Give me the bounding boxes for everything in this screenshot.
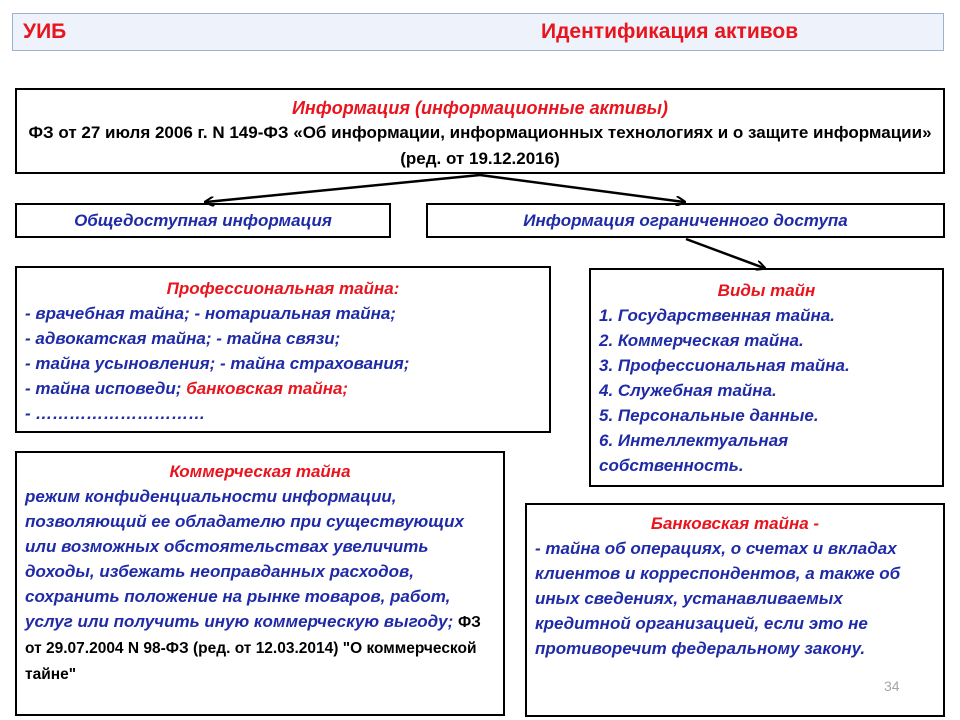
information-box bbox=[15, 88, 945, 174]
arrow-to-public bbox=[206, 175, 480, 202]
secret-types-title: Виды тайн bbox=[717, 281, 816, 300]
secret-type-item: 3. Профессиональная тайна. bbox=[599, 356, 850, 375]
slide-header bbox=[12, 13, 944, 51]
professional-secret-line bbox=[25, 376, 541, 401]
professional-secret-title: Профессиональная тайна: bbox=[166, 279, 400, 298]
secret-type-item: 6. Интеллектуальная собственность. bbox=[599, 431, 789, 475]
header-abbreviation: УИБ bbox=[23, 20, 67, 43]
secret-type-item: 2. Коммерческая тайна. bbox=[599, 331, 804, 350]
banking-secret-title: Банковская тайна - bbox=[650, 514, 820, 533]
secret-type-item: 5. Персональные данные. bbox=[599, 406, 819, 425]
professional-secret-line: - врачебная тайна; - нотариальная тайна; bbox=[25, 304, 396, 323]
confession-secret-text: - тайна исповеди; bbox=[25, 379, 187, 398]
information-title: Информация (информационные активы) bbox=[291, 98, 669, 118]
restricted-information-box bbox=[426, 203, 945, 238]
commercial-secret-definition bbox=[25, 484, 495, 687]
commercial-secret-title: Коммерческая тайна bbox=[169, 462, 351, 481]
public-information-box bbox=[15, 203, 391, 238]
commercial-secret-law: ФЗ от 29.07.2004 N 98-ФЗ (ред. от 12.03.2014) "О коммерческой тайне" bbox=[25, 614, 481, 683]
commercial-secret-body: режим конфиденциальности информации, позволяющий ее обладателю при существующих или возможных обстоятельствах увеличить доходы, избежать неоправданных расходов, сохранить положение на рынке товаров, работ, услуг или получить иную коммерческую выгоду; bbox=[25, 487, 464, 631]
professional-secret-line: - ………………………… bbox=[25, 404, 206, 423]
professional-secret-box bbox=[15, 266, 551, 433]
banking-secret-text: банковская тайна; bbox=[186, 379, 349, 398]
page-number: 34 bbox=[884, 678, 900, 694]
banking-secret-box bbox=[525, 503, 945, 717]
public-information-label: Общедоступная информация bbox=[74, 211, 332, 230]
professional-secret-line: - адвокатская тайна; - тайна связи; bbox=[25, 329, 341, 348]
secret-type-item: 1. Государственная тайна. bbox=[599, 306, 835, 325]
secret-types-box bbox=[589, 268, 944, 487]
arrow-to-restricted bbox=[480, 175, 684, 202]
banking-secret-body: - тайна об операциях, о счетах и вкладах клиентов и корреспондентов, а также об иных сведениях, устанавливаемых кредитной организацией, если это не противоречит федеральному закону. bbox=[535, 539, 901, 658]
commercial-secret-box bbox=[15, 451, 505, 716]
secret-type-item: 4. Служебная тайна. bbox=[599, 381, 777, 400]
arrow-to-secret-types bbox=[686, 239, 764, 268]
information-law: ФЗ от 27 июля 2006 г. N 149-ФЗ «Об информации, информационных технологиях и о защите информации» (ред. от 19.12.2016) bbox=[28, 123, 932, 168]
header-title: Идентификация активов bbox=[541, 20, 799, 43]
professional-secret-line: - тайна усыновления; - тайна страхования; bbox=[25, 354, 410, 373]
restricted-information-label: Информация ограниченного доступа bbox=[523, 211, 848, 230]
